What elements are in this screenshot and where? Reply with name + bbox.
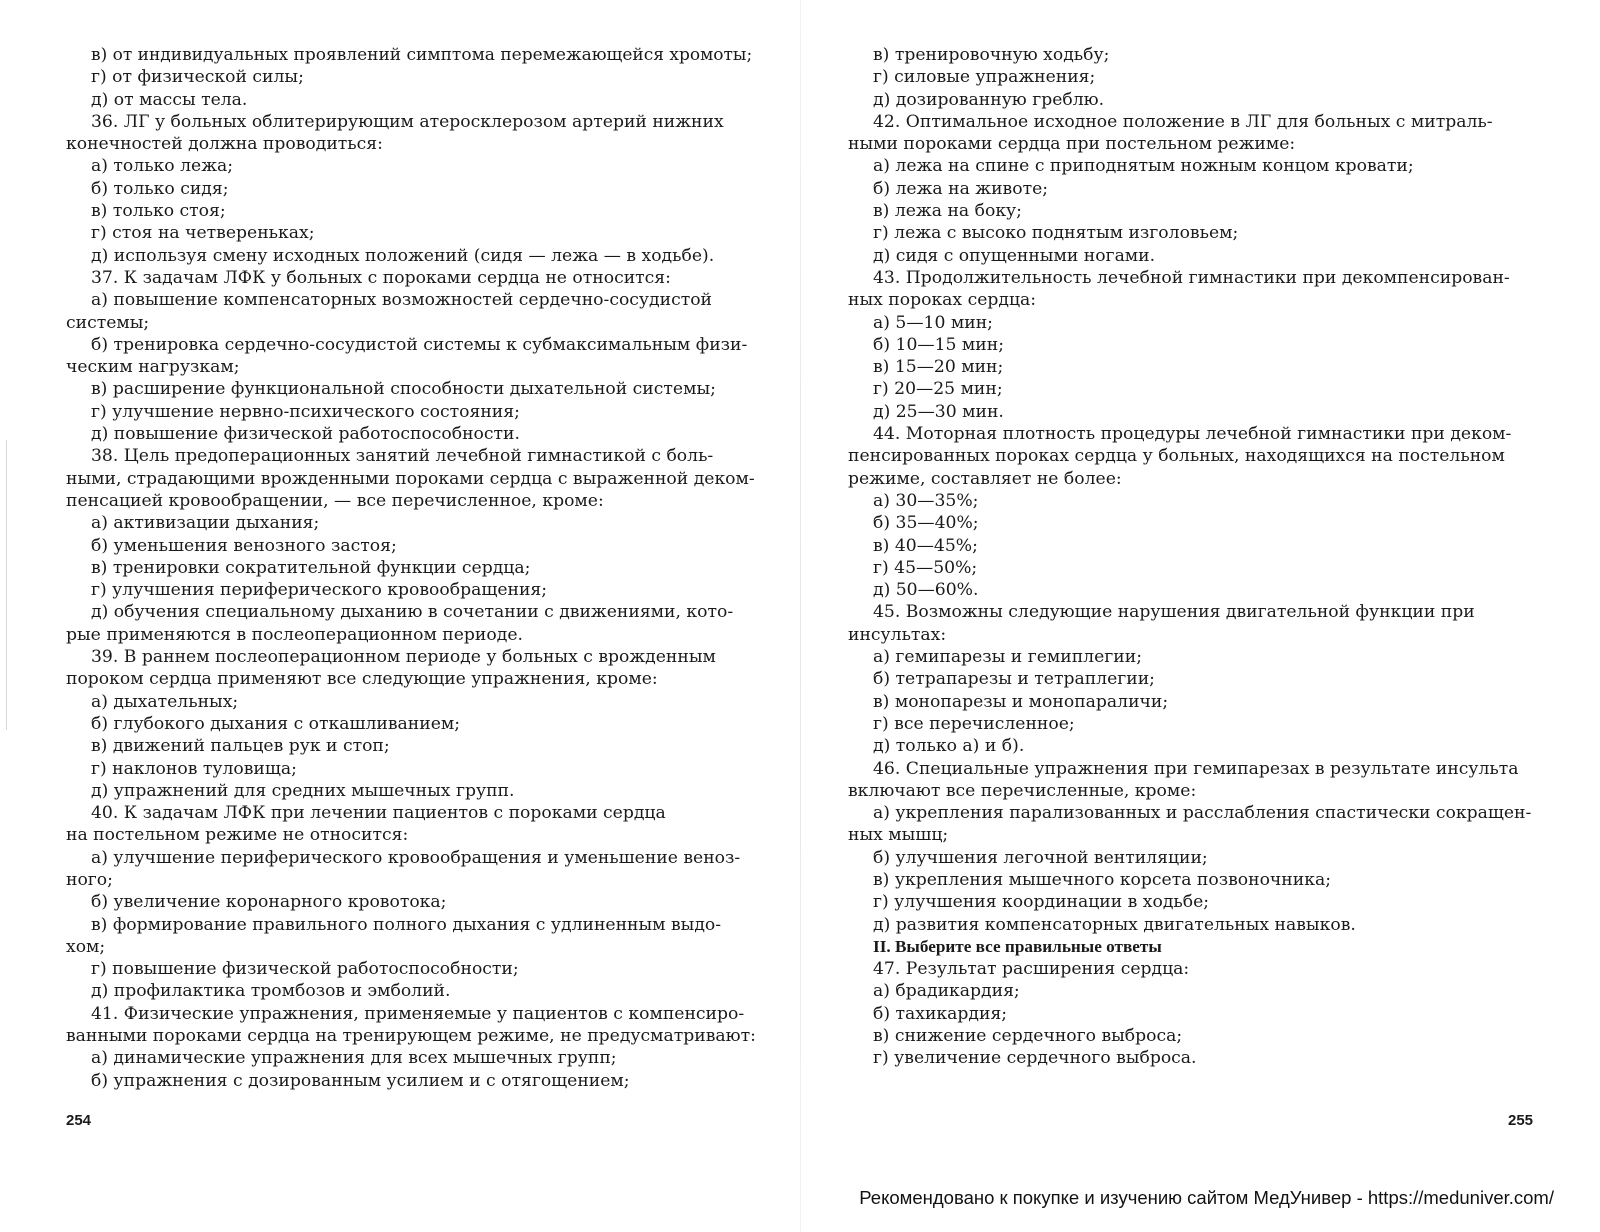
text-line: б) тренировка сердечно-сосудистой системы к субмаксимальным физи- xyxy=(91,334,748,355)
text-line: 41. Физические упражнения, применяемые у пациентов с компенсиро- xyxy=(91,1003,745,1024)
text-line: б) увеличение коронарного кровотока; xyxy=(91,892,447,913)
text-line: д) профилактика тромбозов и эмболий. xyxy=(91,981,451,1002)
text-line: включают все перечисленные, кроме: xyxy=(848,780,1197,801)
text-line: б) лежа на животе; xyxy=(873,178,1049,199)
text-line: в) движений пальцев рук и стоп; xyxy=(91,736,390,757)
text-line: ных пороках сердца: xyxy=(848,290,1037,311)
footer-recommendation: Рекомендовано к покупке и изучению сайтом МедУнивер - https://meduniver.com/ xyxy=(859,1187,1554,1208)
text-line: в) лежа на боку; xyxy=(873,201,1022,222)
text-line: 37. К задачам ЛФК у больных с пороками сердца не относится: xyxy=(91,267,671,288)
text-line: д) 25—30 мин. xyxy=(873,401,1004,422)
text-line: режиме, составляет не более: xyxy=(848,468,1122,489)
text-line: б) уменьшения венозного застоя; xyxy=(91,535,397,556)
text-line: ванными пороками сердца на тренирующем режиме, не предусматривают: xyxy=(66,1026,756,1047)
text-line: б) только сидя; xyxy=(91,178,229,199)
text-line: б) тахикардия; xyxy=(873,1003,1008,1024)
text-line: г) улучшения периферического кровообращения; xyxy=(91,580,548,601)
text-line: д) от массы тела. xyxy=(91,89,248,110)
page-number-right: 255 xyxy=(1508,1112,1534,1129)
text-line: пенсированных пороках сердца у больных, находящихся на постельном xyxy=(848,446,1505,467)
text-line: ческим нагрузкам; xyxy=(66,357,240,378)
text-line: г) 45—50%; xyxy=(873,557,978,578)
text-line: пороком сердца применяют все следующие упражнения, кроме: xyxy=(66,669,658,690)
page-number-left: 254 xyxy=(66,1112,92,1129)
text-line: ного; xyxy=(66,869,113,890)
text-line: ными, страдающими врожденными пороками сердца с выраженной деком- xyxy=(66,468,755,489)
text-line: 45. Возможны следующие нарушения двигательной функции при xyxy=(873,602,1475,623)
text-line: в) тренировочную ходьбу; xyxy=(873,45,1110,65)
text-line: инсультах: xyxy=(848,624,947,645)
right-page xyxy=(848,44,1538,1070)
text-line: а) динамические упражнения для всех мышечных групп; xyxy=(91,1048,617,1069)
text-line: б) тетрапарезы и тетраплегии; xyxy=(873,669,1155,690)
text-line: г) 20—25 мин; xyxy=(873,379,1003,400)
text-line: а) только лежа; xyxy=(91,156,234,177)
text-line: б) упражнения с дозированным усилием и с отягощением; xyxy=(91,1070,630,1091)
text-line: б) 10—15 мин; xyxy=(873,334,1004,355)
text-line: г) увеличение сердечного выброса. xyxy=(873,1048,1197,1069)
text-line: г) от физической силы; xyxy=(91,67,304,88)
text-line: а) 30—35%; xyxy=(873,490,979,511)
text-line: 46. Специальные упражнения при гемипарезах в результате инсульта xyxy=(873,758,1519,779)
text-line: 40. К задачам ЛФК при лечении пациентов с пороками сердца xyxy=(91,803,666,824)
text-line: 47. Результат расширения сердца: xyxy=(873,959,1190,980)
text-line: в) формирование правильного полного дыхания с удлиненным выдо- xyxy=(91,914,722,935)
text-line: хом; xyxy=(66,936,106,957)
text-line: д) упражнений для средних мышечных групп. xyxy=(91,780,515,801)
text-line: 36. ЛГ у больных облитерирующим атеросклерозом артерий нижних xyxy=(91,111,724,132)
text-line: а) 5—10 мин; xyxy=(873,312,993,333)
text-line: в) от индивидуальных проявлений симптома перемежающейся хромоты; xyxy=(91,45,753,65)
text-line: д) только а) и б). xyxy=(873,736,1025,757)
text-line: системы; xyxy=(66,312,150,333)
text-line: в) укрепления мышечного корсета позвоночника; xyxy=(873,869,1331,890)
text-line: в) только стоя; xyxy=(91,201,226,222)
text-line: г) лежа с высоко поднятым изголовьем; xyxy=(873,223,1239,244)
section-heading: II. Выберите все правильные ответы xyxy=(873,936,1162,956)
text-line: г) силовые упражнения; xyxy=(873,67,1096,88)
text-line: а) активизации дыхания; xyxy=(91,513,320,534)
book-gutter xyxy=(800,0,801,1232)
text-line: в) 15—20 мин; xyxy=(873,357,1004,378)
text-line: 44. Моторная плотность процедуры лечебной гимнастики при деком- xyxy=(873,424,1512,445)
text-line: в) снижение сердечного выброса; xyxy=(873,1026,1183,1047)
text-line: а) повышение компенсаторных возможностей сердечно-сосудистой xyxy=(91,290,713,311)
text-line: д) повышение физической работоспособности. xyxy=(91,424,520,445)
text-line: д) дозированную греблю. xyxy=(873,89,1105,110)
text-line: в) тренировки сократительной функции сердца; xyxy=(91,557,531,578)
text-line: 43. Продолжительность лечебной гимнастики при декомпенсирован- xyxy=(873,267,1510,288)
text-line: рые применяются в послеоперационном периоде. xyxy=(66,624,523,645)
text-line: 42. Оптимальное исходное положение в ЛГ для больных с митраль- xyxy=(873,111,1493,132)
text-line: ных мышц; xyxy=(848,825,949,846)
scan-edge-mark xyxy=(6,440,7,730)
left-page xyxy=(66,44,756,1092)
text-line: а) брадикардия; xyxy=(873,981,1020,1002)
text-line: 38. Цель предоперационных занятий лечебной гимнастикой с боль- xyxy=(91,446,714,467)
text-line: ными пороками сердца при постельном режиме: xyxy=(848,134,1296,155)
text-line: г) наклонов туловища; xyxy=(91,758,297,779)
text-line: г) улучшения координации в ходьбе; xyxy=(873,892,1210,913)
text-line: г) все перечисленное; xyxy=(873,713,1075,734)
text-line: в) расширение функциональной способности дыхательной системы; xyxy=(91,379,716,400)
text-line: а) дыхательных; xyxy=(91,691,239,712)
text-line: д) развития компенсаторных двигательных навыков. xyxy=(873,914,1356,935)
text-line: г) улучшение нервно-психического состояния; xyxy=(91,401,520,422)
text-line: пенсацией кровообращении, — все перечисленное, кроме: xyxy=(66,490,604,511)
text-line: б) 35—40%; xyxy=(873,513,979,534)
text-line: г) повышение физической работоспособности; xyxy=(91,959,519,980)
text-line: конечностей должна проводиться: xyxy=(66,134,383,155)
text-line: б) глубокого дыхания с откашливанием; xyxy=(91,713,461,734)
text-line: в) монопарезы и монопараличи; xyxy=(873,691,1169,712)
text-line: д) 50—60%. xyxy=(873,580,979,601)
text-line: д) сидя с опущенными ногами. xyxy=(873,245,1156,266)
text-line: г) стоя на четвереньках; xyxy=(91,223,315,244)
text-line: 39. В раннем послеоперационном периоде у больных с врожденным xyxy=(91,647,716,668)
text-line: б) улучшения легочной вентиляции; xyxy=(873,847,1208,868)
text-line: д) обучения специальному дыханию в сочетании с движениями, кото- xyxy=(91,602,734,623)
text-line: в) 40—45%; xyxy=(873,535,978,556)
text-line: а) укрепления парализованных и расслабления спастически сокращен- xyxy=(873,803,1532,824)
text-line: а) лежа на спине с приподнятым ножным концом кровати; xyxy=(873,156,1414,177)
text-line: а) улучшение периферического кровообращения и уменьшение веноз- xyxy=(91,847,741,868)
text-line: д) используя смену исходных положений (сидя — лежа — в ходьбе). xyxy=(91,245,715,266)
text-line: а) гемипарезы и гемиплегии; xyxy=(873,647,1142,668)
text-line: на постельном режиме не относится: xyxy=(66,825,409,846)
